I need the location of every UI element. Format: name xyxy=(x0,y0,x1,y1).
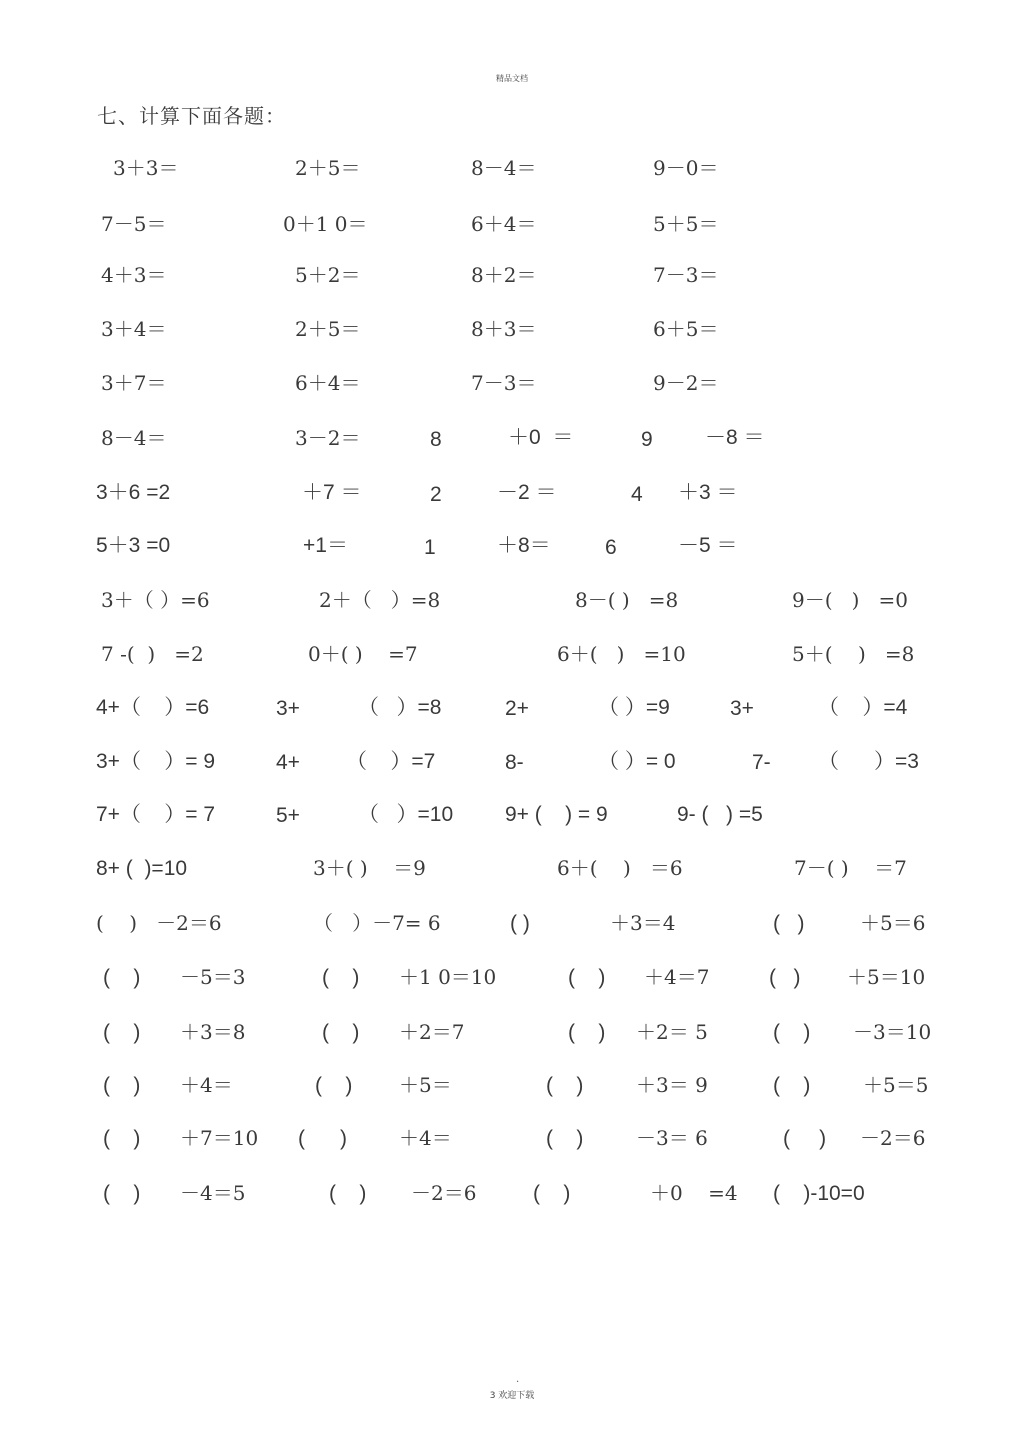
problem-cell: +1＝ xyxy=(303,534,348,557)
problem-cell: 8－4＝ xyxy=(101,426,167,450)
problem-cell: ＋3＝ 9 xyxy=(636,1073,708,1097)
problem-cell: 7- xyxy=(752,751,771,774)
problem-cell: 3＋3＝ xyxy=(113,156,179,180)
problem-cell: ＋7＝10 xyxy=(180,1126,259,1150)
problem-cell: 2 xyxy=(430,483,442,506)
problem-cell: ( ) xyxy=(103,1127,141,1150)
problem-cell: 0＋( ) =7 xyxy=(308,642,418,666)
problem-cell: 8 xyxy=(430,428,442,451)
problem-cell: ( ) xyxy=(103,1074,141,1097)
problem-cell: ＋4＝7 xyxy=(644,965,710,989)
problem-cell: ( ) xyxy=(773,1074,811,1097)
problem-cell: 3+ xyxy=(276,697,300,720)
problem-cell: ( )-10=0 xyxy=(773,1182,865,1205)
problem-cell: 2＋（ ）=8 xyxy=(319,588,441,612)
problem-cell: 8+ ( )=10 xyxy=(96,857,188,880)
problem-cell: ( ) xyxy=(322,1021,360,1044)
problem-cell: 2+ xyxy=(505,697,529,720)
problem-cell: ( ) xyxy=(568,966,606,989)
problem-cell: ( ) xyxy=(546,1127,584,1150)
problem-cell: －8 ＝ xyxy=(705,426,765,449)
problem-cell: 1 xyxy=(424,536,436,559)
problem-cell: ( ) xyxy=(103,1182,141,1205)
page-header: 精品文档 xyxy=(496,74,528,83)
problem-cell: 2＋5＝ xyxy=(295,156,361,180)
problem-cell: －3＝ 6 xyxy=(636,1126,708,1150)
problem-cell: 4＋3＝ xyxy=(101,263,167,287)
problem-cell: －4＝5 xyxy=(180,1181,246,1205)
problem-cell: ＋7 ＝ xyxy=(302,481,362,504)
problem-cell: ＋5＝10 xyxy=(847,965,926,989)
problem-cell: ＋3＝4 xyxy=(610,911,676,935)
page-footer: 3 欢迎下载 xyxy=(489,1391,535,1401)
problem-cell: －5＝3 xyxy=(180,965,246,989)
problem-cell: 8－( ) =8 xyxy=(575,588,679,612)
problem-cell: ( ) xyxy=(103,1021,141,1044)
problem-cell: ＋8＝ xyxy=(497,534,551,557)
problem-cell: 3＋（ ）=6 xyxy=(101,588,210,612)
problem-cell: 7－( ) ＝7 xyxy=(794,856,907,880)
problem-cell: －3＝10 xyxy=(853,1020,932,1044)
problem-cell: 5＋( ) =8 xyxy=(792,642,915,666)
problem-cell: ( ) xyxy=(546,1074,584,1097)
problem-cell: 3＋7＝ xyxy=(101,371,167,395)
problem-cell: －2＝6 xyxy=(411,1181,477,1205)
problem-cell: ＋5＝6 xyxy=(860,911,926,935)
problem-cell: 9－2＝ xyxy=(653,371,719,395)
problem-cell: （ ）=3 xyxy=(818,750,919,773)
problem-cell: 7－3＝ xyxy=(653,263,719,287)
problem-cell: 3＋( ) ＝9 xyxy=(313,856,426,880)
problem-cell: （ ）= 0 xyxy=(598,750,676,773)
problem-cell: （ ）=4 xyxy=(818,696,908,719)
problem-cell: 8＋3＝ xyxy=(471,317,537,341)
problem-cell: 6＋( ) =10 xyxy=(557,642,686,666)
problem-cell: －5 ＝ xyxy=(678,534,738,557)
problem-cell: 8－4＝ xyxy=(471,156,537,180)
problem-cell: ( ) xyxy=(769,966,801,989)
problem-cell: 3＋6 =2 xyxy=(96,481,171,504)
problem-cell: 6＋4＝ xyxy=(471,212,537,236)
problem-cell: －2＝6 xyxy=(860,1126,926,1150)
problem-cell: 2＋5＝ xyxy=(295,317,361,341)
problem-cell: 4+（ ）=6 xyxy=(96,696,210,719)
problem-cell: ＋3＝8 xyxy=(180,1020,246,1044)
footer-dot: . xyxy=(516,1374,520,1385)
problem-cell: 3－2＝ xyxy=(295,426,361,450)
problem-cell: ( ) xyxy=(298,1127,347,1150)
problem-cell: 4 xyxy=(631,483,643,506)
problem-cell: 7 -( ) =2 xyxy=(101,642,204,666)
problem-cell: ( ) xyxy=(329,1182,367,1205)
problem-cell: 6＋( ) ＝6 xyxy=(557,856,683,880)
problem-cell: 3+（ ）= 9 xyxy=(96,750,216,773)
problem-cell: ( ) xyxy=(322,966,360,989)
problem-cell: ＋3 ＝ xyxy=(678,481,738,504)
section-title: 七、计算下面各题： xyxy=(97,104,286,128)
problem-cell: ( ) xyxy=(568,1021,606,1044)
problem-cell: 9- ( ) =5 xyxy=(677,803,763,826)
problem-cell: ( ) xyxy=(103,966,141,989)
problem-cell: 5＋2＝ xyxy=(295,263,361,287)
problem-cell: 4+ xyxy=(276,751,300,774)
problem-cell: （ ）=7 xyxy=(346,750,436,773)
problem-cell: ( ) xyxy=(315,1074,353,1097)
problem-cell: ＋2＝ 5 xyxy=(636,1020,708,1044)
problem-cell: ＋0 ＝ xyxy=(508,426,574,449)
problem-cell: 6＋5＝ xyxy=(653,317,719,341)
problem-cell: ( ) xyxy=(773,1021,811,1044)
problem-cell: 7+（ ）= 7 xyxy=(96,803,216,826)
problem-cell: 8- xyxy=(505,751,524,774)
problem-cell: （ ）－7= 6 xyxy=(313,911,441,935)
problem-cell: 9－0＝ xyxy=(653,156,719,180)
problem-cell: 5＋3 =0 xyxy=(96,534,171,557)
problem-cell: ( ) －2＝6 xyxy=(96,911,222,935)
problem-cell: 9 xyxy=(641,428,653,451)
problem-cell: 6 xyxy=(605,536,617,559)
problem-cell: 5＋5＝ xyxy=(653,212,719,236)
problem-cell: 7－3＝ xyxy=(471,371,537,395)
problem-cell: （ ）=9 xyxy=(598,696,670,719)
problem-cell: 8＋2＝ xyxy=(471,263,537,287)
problem-cell: 0＋1 0＝ xyxy=(283,212,368,236)
problem-cell: ＋4＝ xyxy=(180,1073,233,1097)
problem-cell: ＋2＝7 xyxy=(399,1020,465,1044)
problem-cell: （ ）=10 xyxy=(358,803,454,826)
problem-cell: ( ) xyxy=(773,912,805,935)
problem-cell: ＋5＝5 xyxy=(863,1073,929,1097)
problem-cell: ＋1 0＝10 xyxy=(399,965,497,989)
problem-cell: ＋4＝ xyxy=(399,1126,452,1150)
problem-cell: ＋5＝ xyxy=(399,1073,452,1097)
problem-cell: 6＋4＝ xyxy=(295,371,361,395)
problem-cell: ( ) xyxy=(783,1127,827,1150)
problem-cell: 7－5＝ xyxy=(101,212,167,236)
problem-cell: 9－( ) =0 xyxy=(792,588,908,612)
problem-cell: ＋0 =4 xyxy=(650,1181,738,1205)
problem-cell: 3+ xyxy=(730,697,754,720)
problem-cell: 3＋4＝ xyxy=(101,317,167,341)
problem-cell: （ ）=8 xyxy=(358,696,442,719)
problem-cell: ( ) xyxy=(510,912,530,935)
problem-cell: 9+ ( ) = 9 xyxy=(505,803,608,826)
problem-cell: －2 ＝ xyxy=(497,481,557,504)
problem-cell: 5+ xyxy=(276,804,300,827)
problem-cell: ( ) xyxy=(533,1182,571,1205)
